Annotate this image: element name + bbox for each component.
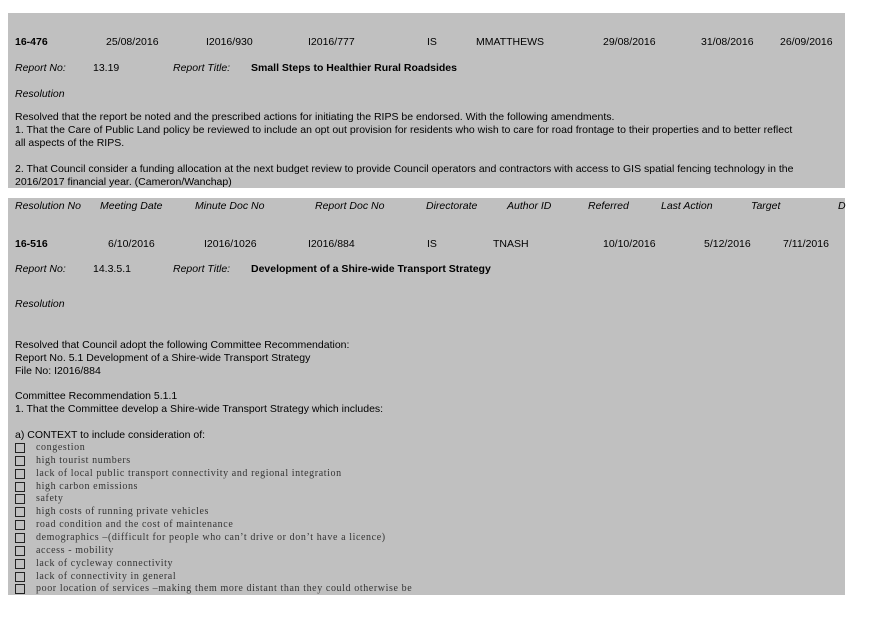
checklist-item: high carbon emissions	[36, 481, 139, 492]
header-target: Target	[751, 200, 781, 212]
header-author-id: Author ID	[507, 200, 552, 212]
resolution-line: all aspects of the RIPS.	[15, 137, 125, 149]
checkbox[interactable]	[15, 482, 25, 492]
report-title: Small Steps to Healthier Rural Roadsides	[251, 62, 457, 74]
resolution-line: Report No. 5.1 Development of a Shire-wide Transport Strategy	[15, 352, 311, 364]
resolution-line: 2. That Council consider a funding allocation at the next budget review to provide Council operators and contractors with access to GIS spatial fencing technology in the	[15, 163, 794, 175]
header-report-doc-no: Report Doc No	[315, 200, 385, 212]
resolution-line: File No: I2016/884	[15, 365, 101, 377]
checklist-item: high costs of running private vehicles	[36, 506, 210, 517]
checklist-item: road condition and the cost of maintenance	[36, 519, 234, 530]
header-minute-doc-no: Minute Doc No	[195, 200, 265, 212]
report-no: 13.19	[93, 62, 120, 74]
checkbox[interactable]	[15, 494, 25, 504]
resolution-label: Resolution	[15, 88, 65, 100]
record-16-476	[8, 13, 845, 188]
minute-doc-no: I2016/930	[206, 36, 253, 48]
last-action-date: 5/12/2016	[704, 238, 751, 250]
header-referred: Referred	[588, 200, 629, 212]
checklist-item: poor location of services –making them more distant than they could otherwise be	[36, 583, 413, 594]
checklist-item: lack of local public transport connectivity and regional integration	[36, 468, 342, 479]
checkbox[interactable]	[15, 520, 25, 530]
referred-date: 10/10/2016	[603, 238, 656, 250]
resolution-line: Committee Recommendation 5.1.1	[15, 390, 178, 402]
resolution-line: 1. That the Committee develop a Shire-wide Transport Strategy which includes:	[15, 403, 384, 415]
checklist-item: high tourist numbers	[36, 455, 131, 466]
checkbox[interactable]	[15, 559, 25, 569]
checkbox[interactable]	[15, 443, 25, 453]
resolution-line: Resolved that Council adopt the following Committee Recommendation:	[15, 339, 350, 351]
author-id: TNASH	[493, 238, 529, 250]
resolution-label: Resolution	[15, 298, 65, 310]
resolution-line: a) CONTEXT to include consideration of:	[15, 429, 206, 441]
checkbox[interactable]	[15, 584, 25, 594]
checkbox[interactable]	[15, 507, 25, 517]
checklist-item: safety	[36, 493, 64, 504]
checkbox[interactable]	[15, 533, 25, 543]
report-doc-no: I2016/884	[308, 238, 355, 250]
header-meeting-date: Meeting Date	[100, 200, 163, 212]
report-no-label: Report No:	[15, 62, 66, 74]
checkbox[interactable]	[15, 456, 25, 466]
target-date: 7/11/2016	[783, 238, 829, 250]
meeting-date: 25/08/2016	[106, 36, 159, 48]
directorate: IS	[427, 36, 437, 48]
resolution-line: 1. That the Care of Public Land policy be reviewed to include an opt out provision for residents who wish to care for road frontage to their properties and to better reflect	[15, 124, 793, 136]
header-truncated: D	[838, 200, 846, 212]
report-no: 14.3.5.1	[93, 263, 131, 275]
resolution-line: Resolved that the report be noted and the prescribed actions for initiating the RIPS be endorsed. With the following amendments.	[15, 111, 615, 123]
last-action-date: 31/08/2016	[701, 36, 754, 48]
header-last-action: Last Action	[661, 200, 713, 212]
minute-doc-no: I2016/1026	[204, 238, 257, 250]
author-id: MMATTHEWS	[476, 36, 545, 48]
checklist-item: lack of cycleway connectivity	[36, 558, 174, 569]
report-title-label: Report Title:	[173, 62, 231, 74]
checkbox[interactable]	[15, 572, 25, 582]
resolution-no: 16-516	[15, 238, 48, 250]
header-directorate: Directorate	[426, 200, 478, 212]
checklist-item: demographics –(difficult for people who can’t drive or don’t have a licence)	[36, 532, 386, 543]
report-doc-no: I2016/777	[308, 36, 355, 48]
record-16-516	[8, 198, 845, 595]
checkbox[interactable]	[15, 469, 25, 479]
header-resolution-no: Resolution No	[15, 200, 81, 212]
directorate: IS	[427, 238, 437, 250]
report-title-label: Report Title:	[173, 263, 231, 275]
checklist-item: lack of connectivity in general	[36, 571, 177, 582]
meeting-date: 6/10/2016	[108, 238, 155, 250]
referred-date: 29/08/2016	[603, 36, 656, 48]
checklist-item: access - mobility	[36, 545, 114, 556]
target-date: 26/09/2016	[780, 36, 833, 48]
resolution-line: 2016/2017 financial year. (Cameron/Wanchap)	[15, 176, 232, 188]
report-no-label: Report No:	[15, 263, 66, 275]
checkbox[interactable]	[15, 546, 25, 556]
report-title: Development of a Shire-wide Transport Strategy	[251, 263, 491, 275]
resolution-no: 16-476	[15, 36, 48, 48]
checklist-item: congestion	[36, 442, 86, 453]
